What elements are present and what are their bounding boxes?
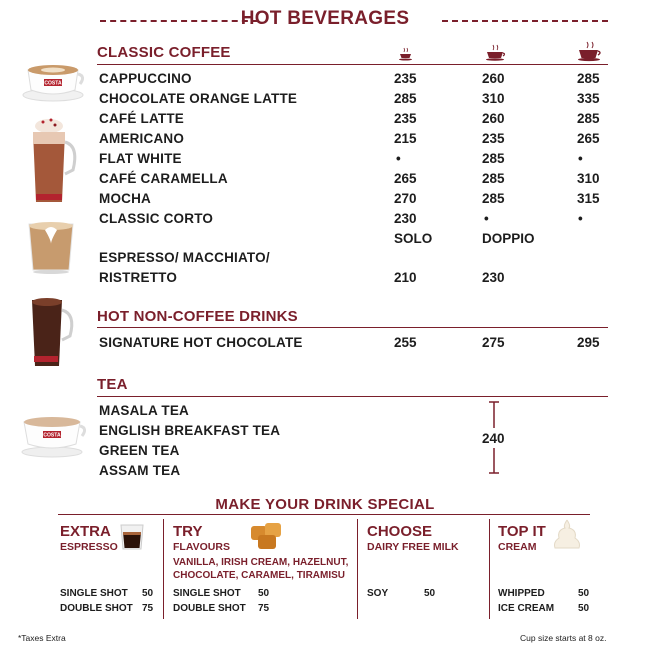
price-large: 310 bbox=[577, 171, 600, 186]
price-medium: 235 bbox=[482, 131, 505, 146]
price-large: 265 bbox=[577, 131, 600, 146]
price-large: • bbox=[578, 211, 583, 226]
tea-cup-icon bbox=[18, 414, 88, 458]
price-large: 295 bbox=[577, 335, 600, 350]
divider bbox=[357, 519, 358, 619]
topit-row-price: 50 bbox=[578, 603, 590, 614]
price-medium: • bbox=[484, 211, 489, 226]
divider bbox=[489, 519, 490, 619]
extra-row-label: SINGLE SHOT bbox=[60, 588, 128, 599]
topit-sub: CREAM bbox=[498, 541, 537, 553]
price-small: 215 bbox=[394, 131, 417, 146]
price-small: • bbox=[396, 151, 401, 166]
cappuccino-cup-icon bbox=[20, 62, 86, 102]
try-row-price: 50 bbox=[258, 588, 270, 599]
espresso-shot-icon bbox=[117, 522, 147, 552]
menu-item-name: CLASSIC CORTO bbox=[99, 211, 214, 226]
small-cup-icon bbox=[398, 46, 414, 62]
page-title: HOT BEVERAGES bbox=[240, 8, 410, 29]
price-medium: 260 bbox=[482, 71, 505, 86]
price-large: 285 bbox=[577, 71, 600, 86]
corto-glass-icon bbox=[25, 220, 77, 276]
caramel-icon bbox=[248, 520, 288, 552]
section-heading-tea: TEA bbox=[97, 376, 128, 393]
choose-row-price: 50 bbox=[424, 588, 436, 599]
title-dash-right bbox=[442, 20, 608, 22]
menu-item-name: ESPRESSO/ MACCHIATO/ bbox=[99, 250, 270, 265]
section-heading-non-coffee: HOT NON-COFFEE DRINKS bbox=[97, 308, 298, 325]
try-heading: TRY bbox=[173, 523, 203, 540]
price-medium: 285 bbox=[482, 191, 505, 206]
menu-item-name: CAFÉ CARAMELLA bbox=[99, 171, 228, 186]
section-rule bbox=[97, 64, 608, 65]
topit-heading: TOP IT bbox=[498, 523, 546, 540]
choose-sub: DAIRY FREE MILK bbox=[367, 541, 459, 553]
menu-item-name: CHOCOLATE ORANGE LATTE bbox=[99, 91, 298, 106]
price-small: 235 bbox=[394, 111, 417, 126]
menu-item-name: MASALA TEA bbox=[99, 403, 189, 418]
price-large: 285 bbox=[577, 111, 600, 126]
choose-row-label: SOY bbox=[367, 588, 389, 599]
section-rule bbox=[97, 396, 608, 397]
price-doppio: 230 bbox=[482, 270, 505, 285]
menu-item-name: FLAT WHITE bbox=[99, 151, 182, 166]
price-medium: 275 bbox=[482, 335, 505, 350]
price-large: 335 bbox=[577, 91, 600, 106]
price-medium: 285 bbox=[482, 151, 505, 166]
choose-heading: CHOOSE bbox=[367, 523, 433, 540]
glass-drink-icon bbox=[27, 116, 83, 208]
special-rule bbox=[58, 514, 590, 515]
extra-row-price: 50 bbox=[142, 588, 154, 599]
extra-row-price: 75 bbox=[142, 603, 154, 614]
try-sub: FLAVOURS bbox=[173, 541, 230, 553]
price-small: 230 bbox=[394, 211, 417, 226]
price-medium: 285 bbox=[482, 171, 505, 186]
large-cup-icon bbox=[577, 40, 603, 64]
topit-row-label: WHIPPED bbox=[498, 588, 545, 599]
costa-logo-text: COSTA bbox=[44, 80, 62, 87]
price-large: 315 bbox=[577, 191, 600, 206]
section-rule bbox=[97, 327, 608, 328]
menu-item-name: AMERICANO bbox=[99, 131, 185, 146]
cup-size-note: Cup size starts at 8 oz. bbox=[520, 633, 607, 643]
hot-chocolate-glass-icon bbox=[26, 296, 82, 370]
tea-price: 240 bbox=[482, 431, 505, 446]
section-heading-classic-coffee: CLASSIC COFFEE bbox=[97, 44, 231, 61]
flavours-list-line2: CHOCOLATE, CARAMEL, TIRAMISU bbox=[173, 570, 346, 581]
flavours-list-line1: VANILLA, IRISH CREAM, HAZELNUT, bbox=[173, 557, 349, 568]
price-small: 255 bbox=[394, 335, 417, 350]
costa-logo-text: COSTA bbox=[43, 432, 61, 439]
price-small: 235 bbox=[394, 71, 417, 86]
menu-item-name: CAFÉ LATTE bbox=[99, 111, 184, 126]
price-medium: 260 bbox=[482, 111, 505, 126]
price-small: 285 bbox=[394, 91, 417, 106]
topit-row-price: 50 bbox=[578, 588, 590, 599]
whipped-cream-icon bbox=[552, 518, 582, 554]
menu-item-name: SIGNATURE HOT CHOCOLATE bbox=[99, 335, 303, 350]
solo-label: SOLO bbox=[394, 231, 433, 246]
try-row-price: 75 bbox=[258, 603, 270, 614]
menu-item-name: GREEN TEA bbox=[99, 443, 180, 458]
divider bbox=[163, 519, 164, 619]
try-row-label: DOUBLE SHOT bbox=[173, 603, 246, 614]
menu-item-name: ASSAM TEA bbox=[99, 463, 181, 478]
doppio-label: DOPPIO bbox=[482, 231, 535, 246]
price-solo: 210 bbox=[394, 270, 417, 285]
special-title: MAKE YOUR DRINK SPECIAL bbox=[215, 496, 435, 513]
try-row-label: SINGLE SHOT bbox=[173, 588, 241, 599]
price-small: 270 bbox=[394, 191, 417, 206]
extra-sub: ESPRESSO bbox=[60, 541, 118, 553]
price-medium: 310 bbox=[482, 91, 505, 106]
extra-heading: EXTRA bbox=[60, 523, 111, 540]
extra-row-label: DOUBLE SHOT bbox=[60, 603, 133, 614]
taxes-note: *Taxes Extra bbox=[18, 633, 66, 643]
price-large: • bbox=[578, 151, 583, 166]
menu-item-name: CAPPUCCINO bbox=[99, 71, 192, 86]
price-small: 265 bbox=[394, 171, 417, 186]
menu-item-name: ENGLISH BREAKFAST TEA bbox=[99, 423, 281, 438]
medium-cup-icon bbox=[485, 43, 507, 63]
menu-item-name: RISTRETTO bbox=[99, 270, 178, 285]
topit-row-label: ICE CREAM bbox=[498, 603, 555, 614]
menu-item-name: MOCHA bbox=[99, 191, 151, 206]
